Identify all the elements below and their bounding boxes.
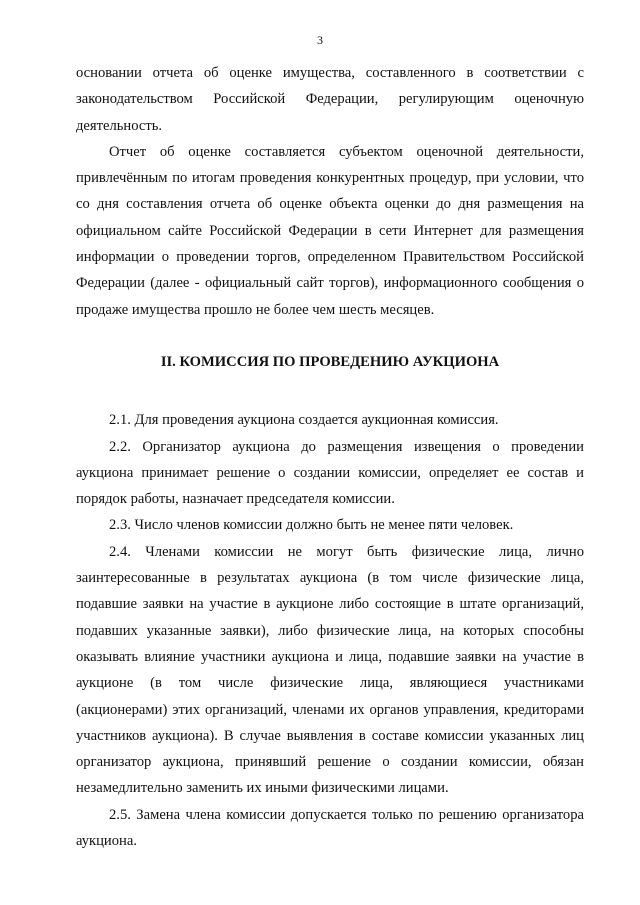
paragraph-2-2: 2.2. Организатор аукциона до размещения извещения о проведении аукциона принимает решение о создании комиссии, определяет ее состав и порядок работы, назначает председателя комиссии. bbox=[76, 438, 584, 508]
section-heading: II. КОМИССИЯ ПО ПРОВЕДЕНИЮ АУКЦИОНА bbox=[160, 353, 500, 370]
paragraph-continuation: основании отчета об оценке имущества, составленного в соответствии с законодательством Российской Федерации, регулирующим оценочную деятельность. bbox=[76, 65, 584, 134]
page-number: 3 bbox=[317, 33, 323, 47]
document-body bbox=[76, 60, 584, 854]
paragraph-2-3: 2.3. Число членов комиссии должно быть не менее пяти человек. bbox=[109, 517, 514, 534]
paragraph-2-5: 2.5. Замена члена комиссии допускается только по решению организатора аукциона. bbox=[76, 806, 584, 850]
paragraph-valuation-report: Отчет об оценке составляется субъектом оценочной деятельности, привлечённым по итогам проведения конкурентных процедур, при условии, что со дня составления отчета об оценке объекта оценки до дня размещения на официальном сайте Российской Федерации в сети Интернет для размещения информации о проведении торгов, определенном Правительством Российской Федерации (далее - официальный сайт торгов), информационного сообщения о продаже имущества прошло не более чем шесть месяцев. bbox=[76, 143, 584, 318]
paragraph-2-1: 2.1. Для проведения аукциона создается аукционная комиссия. bbox=[109, 412, 499, 429]
paragraph-2-4: 2.4. Членами комиссии не могут быть физические лица, лично заинтересованные в результатах аукциона (в том числе физические лица, подавшие заявки на участие в аукционе либо состоящие в штате организаций, подавших указанные заявки), либо физические лица, на которых способны оказывать влияние участники аукциона и лица, подавшие заявки на участие в аукционе (в том числе физические лица, являющиеся участниками (акционерами) этих организаций, членами их органов управления, кредиторами участников аукциона). В случае выявления в составе комиссии указанных лиц организатор аукциона, принявший решение о создании комиссии, обязан незамедлительно заменить их иными физическими лицами. bbox=[76, 543, 584, 797]
